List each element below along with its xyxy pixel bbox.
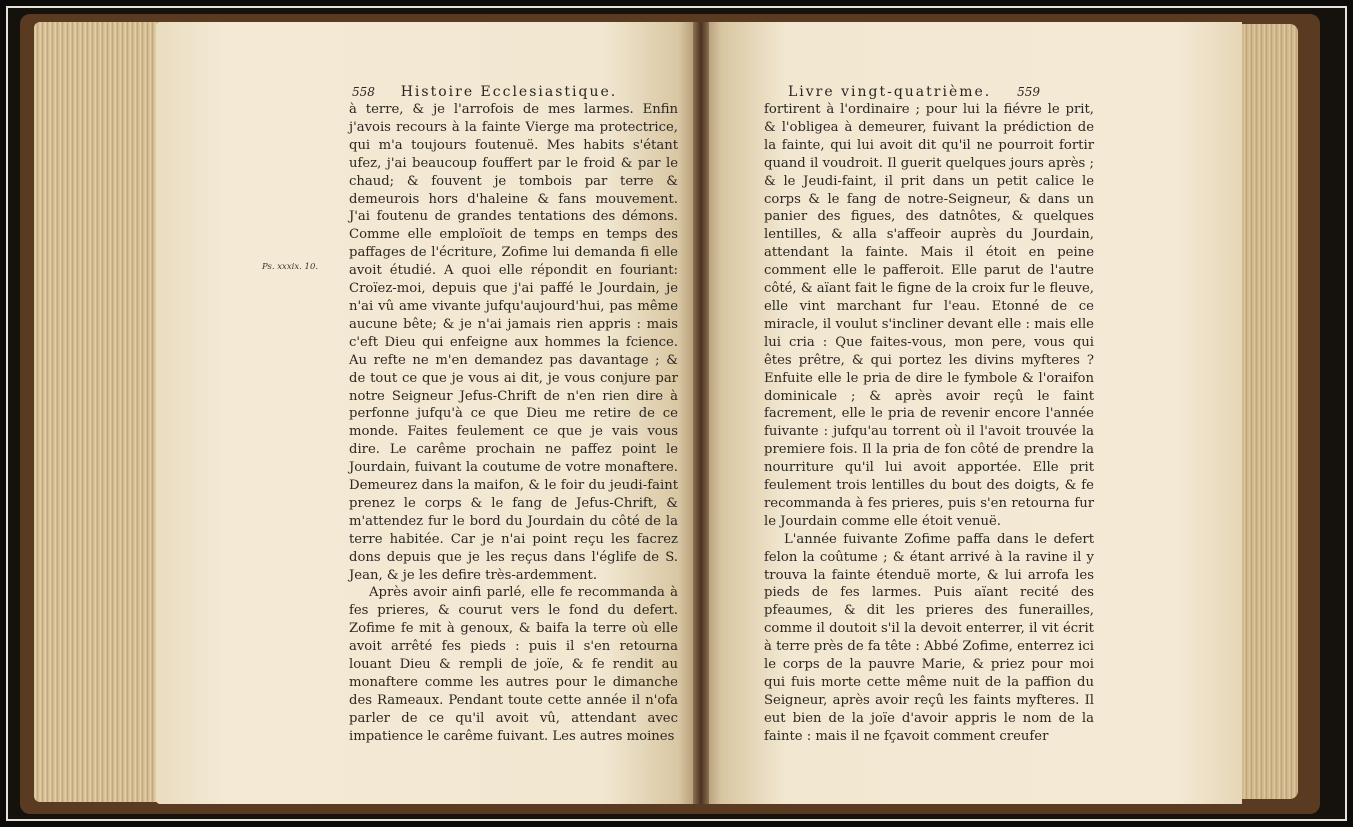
right-running-head bbox=[788, 84, 1040, 100]
right-page-edges bbox=[1238, 24, 1298, 799]
left-page-text bbox=[349, 101, 678, 746]
left-paragraph-1: à terre, & je l'arrofois de mes larmes. Enfin j'avois recours à la fainte Vierge ma protectrice, qui m'a toujours foutenuë. Mes habits s'étant ufez, j'ai beaucoup fouffert par le froid & par le chaud; & fouvent je tombois par terre & demeurois hors d'haleine & fans mouvement. J'ai foutenu de grandes tentations des démons. Comme elle emploïoit de temps en temps des paffages de l'écriture, Zofime lui demanda fi elle avoit étudié. A quoi elle répondit en fouriant: Croïez-moi, depuis que j'ai paffé le Jourdain, je n'ai vû ame vivante jufqu'aujourd'hui, pas même aucune bête; & je n'ai jamais rien appris : mais c'eft Dieu qui enfeigne aux hommes la fcience. Au refte ne m'en demandez pas davantage ; & de tout ce que je vous ai dit, je vous conjure par notre Seigneur Jefus-Chrift de n'en rien dire à perfonne jufqu'à ce que Dieu me retire de ce monde. Faites feulement ce que je vais vous dire. Le carême prochain ne paffez point le Jourdain, fuivant la coutume de votre monaftere. Demeurez dans la maifon, & le foir du jeudi-faint prenez le corps & le fang de Jefus-Chrift, & m'attendez fur le bord du Jourdain du côté de la terre habitée. Car je n'ai point reçu les facrez dons depuis que je les reçus dans l'églife de S. Jean, & je les defire très-ardemment. bbox=[349, 102, 678, 583]
right-running-title: Livre vingt-quatrième. bbox=[788, 84, 992, 100]
margin-note: Ps. xxxix. 10. bbox=[262, 262, 319, 272]
left-page-edges bbox=[34, 22, 166, 802]
right-page-text bbox=[764, 101, 1094, 746]
left-paragraph-2: Après avoir ainfi parlé, elle fe recommanda à fes prieres, & courut vers le fond du defert. Zofime fe mit à genoux, & baifa la terre où elle avoit arrêté fes pieds : puis il s'en retourna louant Dieu & rempli de joïe, & fe rendit au monaftere comme les autres pour le dimanche des Rameaux. Pendant toute cette année il n'ofa parler de ce qu'il avoit vû, attendant avec impatience le carême fuivant. Les autres moines bbox=[349, 585, 678, 744]
left-page-number: 558 bbox=[352, 85, 375, 99]
right-page-number: 559 bbox=[1017, 85, 1040, 99]
left-running-title: Histoire Ecclesiastique. bbox=[400, 84, 618, 100]
right-paragraph-2: L'année fuivante Zofime paffa dans le defert felon la coûtume ; & étant arrivé à la ravine il y trouva la fainte étenduë morte, & lui arrofa les pieds de fes larmes. Puis aïant recité des pfeaumes, & dit les prieres des funerailles, comme il doutoit s'il la devoit enterrer, il vit écrit à terre près de fa tête : Abbé Zofime, enterrez ici le corps de la pauvre Marie, & priez pour moi qui fuis morte cette même nuit de la paffion du Seigneur, après avoir reçû les faints myfteres. Il eut bien de la joïe d'avoir appris le nom de la fainte : mais il ne fçavoit comment creufer bbox=[764, 531, 1094, 744]
right-paragraph-1: fortirent à l'ordinaire ; pour lui la fiévre le prit, & l'obligea à demeurer, fuivant la prédiction de la fainte, qui lui avoit dit qu'il ne pourroit fortir quand il voudroit. Il guerit quelques jours après ; & le Jeudi-faint, il prit dans un petit calice le corps & le fang de notre-Seigneur, & dans un panier des figues, des datnôtes, & quelques lentilles, & alla s'affeoir auprès du Jourdain, attendant la fainte. Mais il étoit en peine comment elle le pafferoit. Elle parut de l'autre côté, & aïant fait le figne de la croix fur le fleuve, elle vint marchant fur l'eau. Etonné de ce miracle, il voulut s'incliner devant elle : mais elle lui cria : Que faites-vous, mon pere, vous qui êtes prêtre, & qui portez les divins myfteres ? Enfuite elle le pria de dire le fymbole & l'oraifon dominicale ; & après avoir reçû le faint facrement, elle le pria de revenir encore l'année fuivante : jufqu'au torrent où il l'avoit trouvée la premiere fois. Il la pria de fon côté de prendre la nourriture qu'il lui avoit apportée. Elle prit feulement trois lentilles du bout des doigts, & fe recommanda à fes prieres, puis s'en retourna fur le Jourdain comme elle étoit venuë. bbox=[764, 102, 1094, 529]
left-running-head bbox=[352, 84, 617, 100]
book-gutter bbox=[693, 22, 709, 804]
